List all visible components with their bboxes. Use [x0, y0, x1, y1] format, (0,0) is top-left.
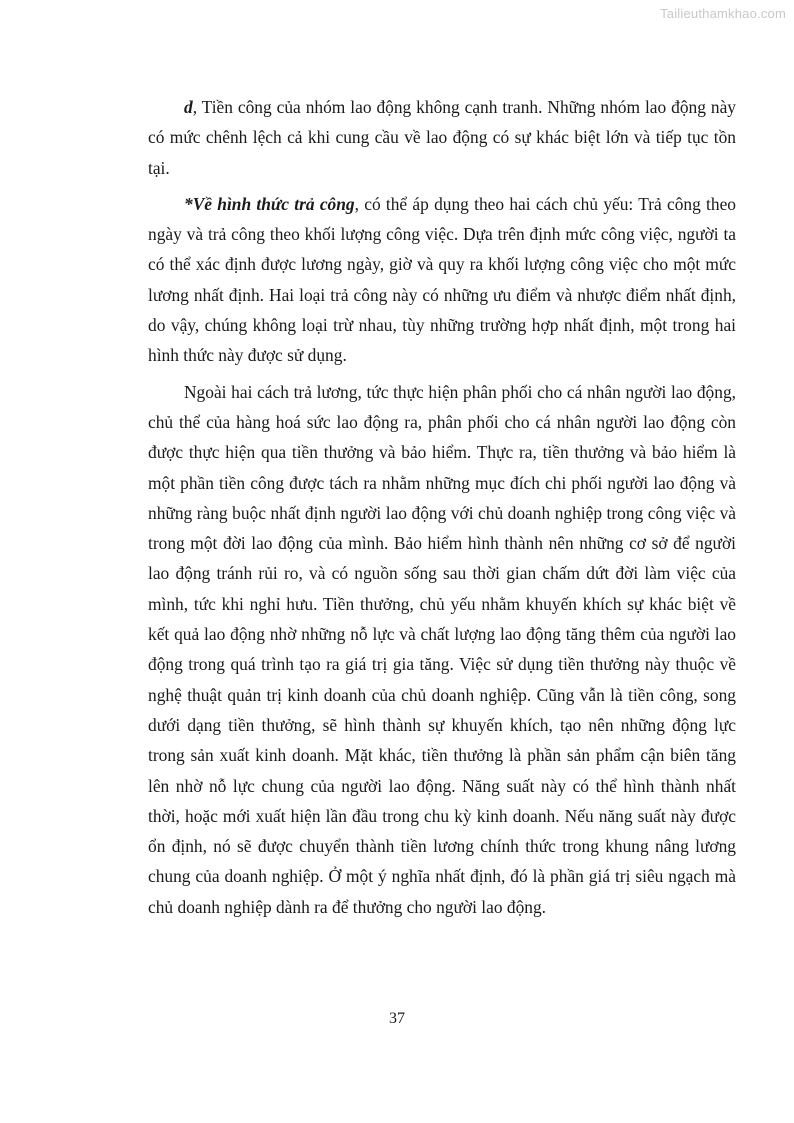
paragraph-text: Ngoài hai cách trả lương, tức thực hiện phân phối cho cá nhân người lao động, chủ thể của hàng hoá sức lao động ra, phân phối cho cá nhân người lao động còn được thực hiện qua tiền thưởng và bảo hiểm. Thực ra, tiền thưởng và bảo hiểm là một phần tiền công được tách ra nhằm những mục đích chi phối người lao động và những ràng buộc nhất định người lao động với chủ doanh nghiệp trong công việc và trong một đời lao động của mình. Bảo hiểm hình thành nên những cơ sở để người lao động tránh rủi ro, và có nguồn sống sau thời gian chấm dứt đời làm việc của mình, tức khi nghỉ hưu. Tiền thưởng, chủ yếu nhằm khuyến khích sự khác biệt về kết quả lao động nhờ những nỗ lực và chất lượng lao động tăng thêm của người lao động trong quá trình tạo ra giá trị gia tăng. Việc sử dụng tiền thưởng này thuộc về nghệ thuật quản trị kinh doanh của chủ doanh nghiệp. Cũng vẫn là tiền công, song dưới dạng tiền thưởng, sẽ hình thành sự khuyến khích, tạo nên những động lực trong sản xuất kinh doanh. Mặt khác, tiền thưởng là phần sản phẩm cận biên tăng lên nhờ nỗ lực chung của người lao động. Năng suất này có thể hình thành nhất thời, hoặc mới xuất hiện lần đầu trong chu kỳ kinh doanh. Nếu năng suất này được ổn định, nó sẽ được chuyển thành tiền lương chính thức trong khung nâng lương chung của doanh nghiệp. Ở một ý nghĩa nhất định, đó là phần giá trị siêu ngạch mà chủ doanh nghiệp dành ra để thưởng cho người lao động. [148, 381, 736, 917]
paragraph-bonus-insurance [148, 377, 736, 922]
page-body [148, 92, 736, 928]
page-number: 37 [389, 1010, 405, 1027]
watermark: Tailieuthamkhao.com [660, 6, 786, 21]
paragraph-text: , Tiền công của nhóm lao động không cạnh tranh. Những nhóm lao động này có mức chênh lệch cả khi cung cầu về lao động có sự khác biệt lớn và tiếp tục tồn tại. [148, 97, 736, 178]
paragraph-payment-forms [148, 189, 736, 371]
paragraph-lead: *Về hình thức trả công [184, 193, 355, 214]
paragraph-lead: d [184, 97, 193, 117]
paragraph-wage-noncompetitive [148, 92, 736, 183]
paragraph-text: , có thể áp dụng theo hai cách chủ yếu: Trả công theo ngày và trả công theo khối lượng công việc. Dựa trên định mức công việc, người ta có thể xác định được lương ngày, giờ và quy ra khối lượng công việc cho một mức lương nhất định. Hai loại trả công này có những ưu điểm và nhược điểm nhất định, do vậy, chúng không loại trừ nhau, tùy những trường hợp nhất định, một trong hai hình thức này được sử dụng. [148, 193, 736, 366]
